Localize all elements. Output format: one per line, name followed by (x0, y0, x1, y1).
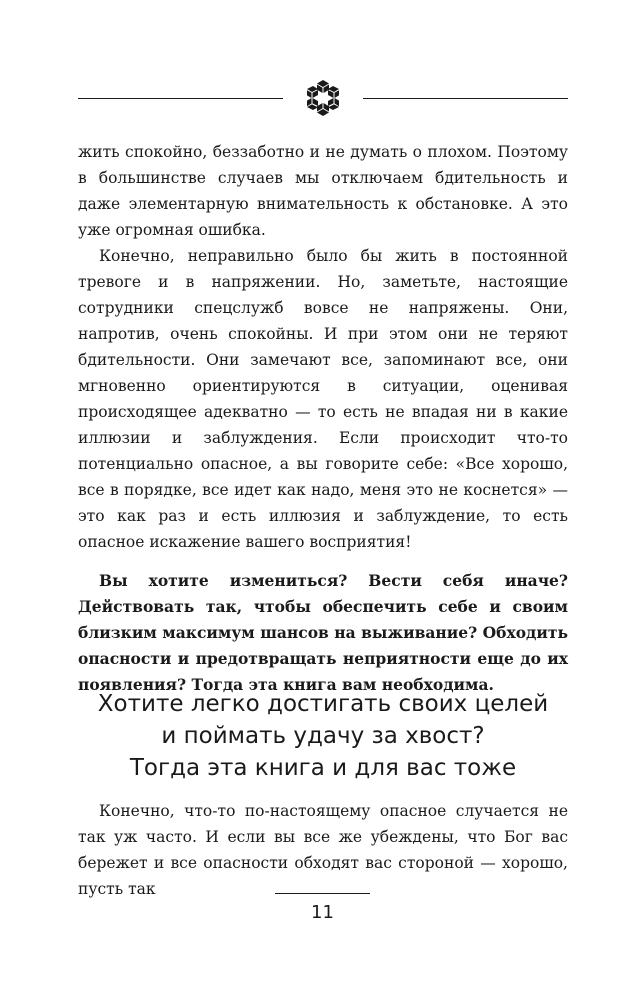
header-rule-right (363, 98, 568, 99)
footer-rule (275, 893, 370, 894)
closing-paragraph: Конечно, что-то по-настоящему опасное случается не так уж часто. И если вы все же убеждены, что Бог вас бережет и все опасности обходят вас стороной — хорошо, пусть так (78, 802, 568, 898)
section-heading-line-1: Хотите легко достигать своих целей (97, 691, 549, 717)
section-heading-line-3: Тогда эта книга и для вас тоже (129, 755, 517, 781)
section-heading (78, 688, 568, 784)
section-heading-line-2: и поймать удачу за хвост? (161, 723, 485, 749)
body-text (78, 139, 568, 698)
page-header (78, 78, 568, 118)
page-number: 11 (311, 902, 334, 923)
hexagonal-cube-ornament-icon (303, 78, 343, 118)
paragraph-1: жить спокойно, беззаботно и не думать о плохом. Поэтому в большинстве случаев мы отключаем бдительность и даже элементарную внимательность к обстановке. А это уже огромная ошибка. (78, 143, 568, 239)
header-rule-left (78, 98, 283, 99)
body-text-continued (78, 798, 568, 902)
bold-paragraph: Вы хотите измениться? Вести себя иначе? Действовать так, чтобы обеспечить себе и своим близким максимум шансов на выживание? Обходить опасности и предотвращать неприятности еще до их появления? Тогда эта книга вам необходима. (78, 571, 568, 694)
paragraph-2: Конечно, неправильно было бы жить в постоянной тревоге и в напряжении. Но, заметьте, настоящие сотрудники спецслужб вовсе не напряжены. Они, напротив, очень спокойны. И при этом они не теряют бдительности. Они замечают все, запоминают все, они мгновенно ориентируются в ситуации, оценивая происходящее адекватно — то есть не впадая ни в какие иллюзии и заблуждения. Если происходит что-то потенциально опасное, а вы говорите себе: «Все хорошо, все в порядке, все идет как надо, меня это не коснется» — это как раз и есть иллюзия и заблуждение, то есть опасное искажение вашего восприятия! (78, 247, 568, 551)
